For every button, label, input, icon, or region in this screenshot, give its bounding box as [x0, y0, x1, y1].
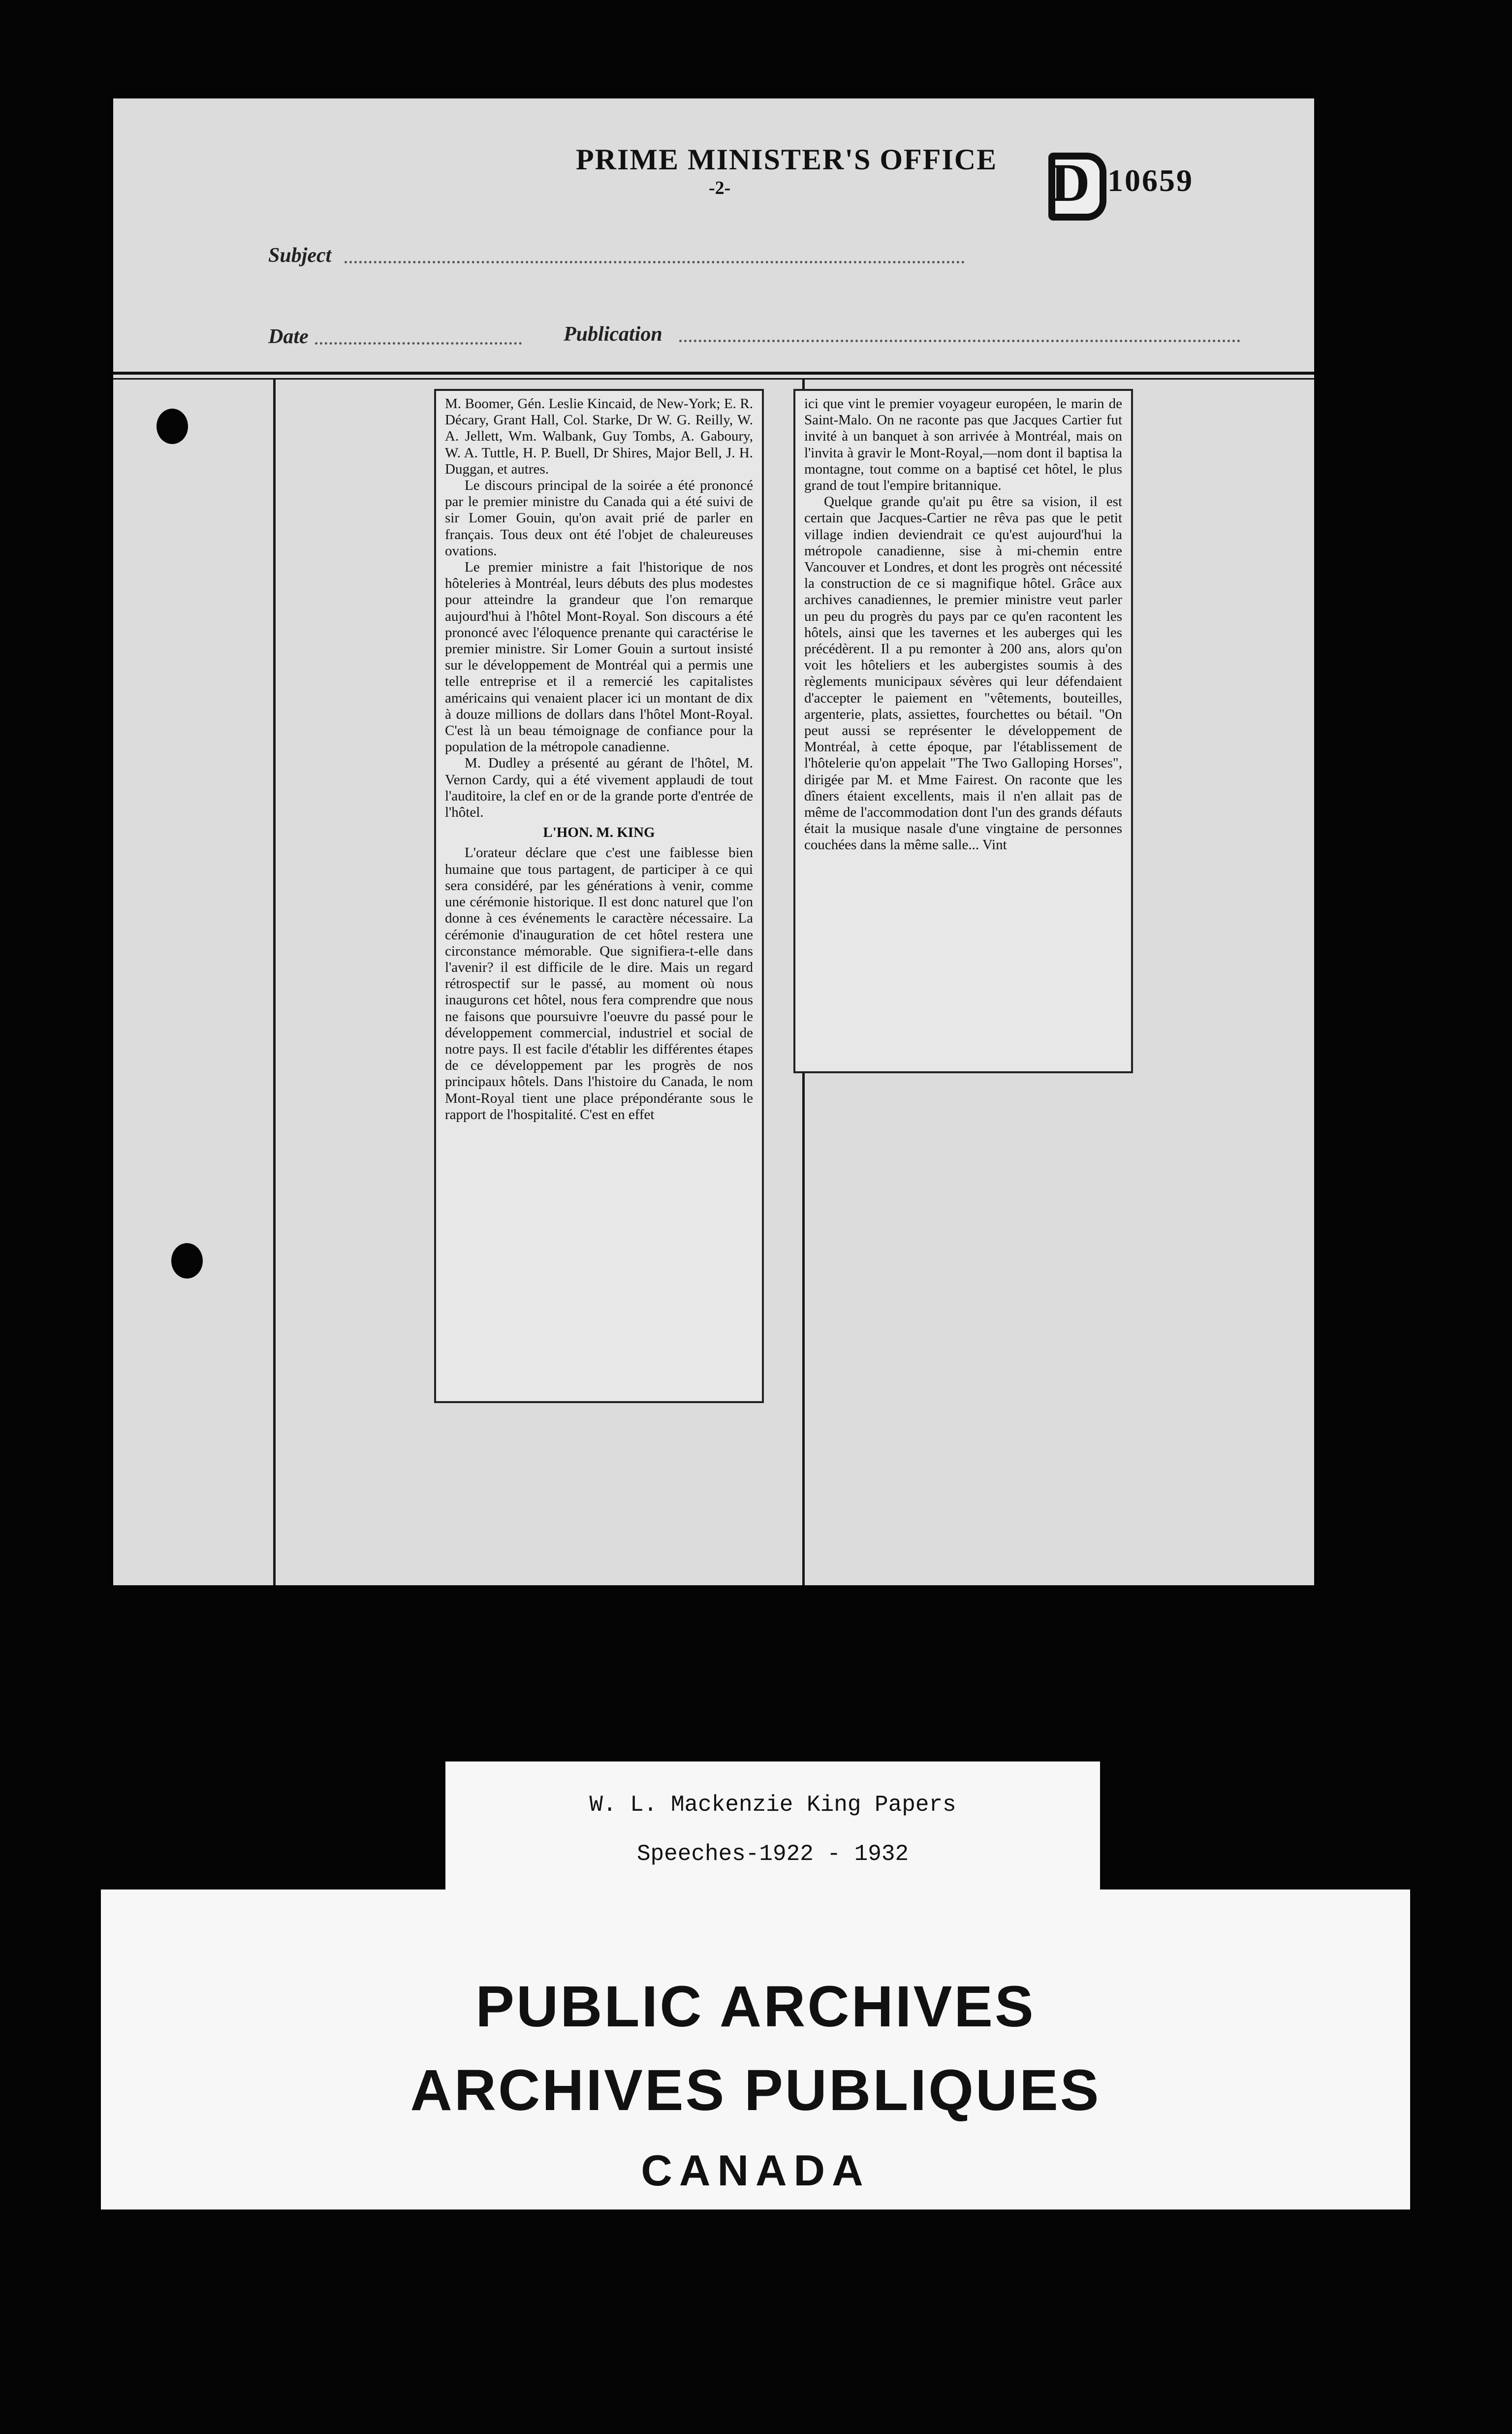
header-rule [113, 372, 1314, 375]
publication-line [679, 340, 1240, 342]
margin-line [273, 380, 276, 1585]
document-number: 10659 [1107, 163, 1194, 198]
document-stamp-letter: D [1051, 153, 1090, 213]
clipping-left-paragraph: L'orateur déclare que c'est une faiblesse bien humaine que tous partagent, de participer à ce qui sera considéré, par les générations à venir, comme une cérémonie historique. Il est donc naturel que l'on donne à ces événements le caractère nécessaire. La cérémonie d'inauguration de cet hôtel restera une circonstance mémorable. Que signifiera-t-elle dans l'avenir? il est difficile de le dire. Mais un regard rétrospectif sur le passé, au moment où nous inaugurons cet hôtel, nous fera comprendre que nous ne faisons que poursuivre l'oeuvre du passé pour le développement commercial, industriel et social de notre pays. Il est facile d'établir les différentes étapes de ce développement par les progrès de nos principaux hôtels. Dans l'histoire du Canada, le nom Mont-Royal tient une place prépondérante sous le rapport de l'hospitalité. C'est en effet [445, 845, 753, 1122]
office-title: PRIME MINISTER'S OFFICE [576, 143, 998, 176]
punch-hole-top [157, 409, 188, 444]
publication-label: Publication [564, 323, 662, 346]
archives-stamp-english: PUBLIC ARCHIVES [475, 1974, 1036, 2039]
collection-label [445, 1761, 1100, 1890]
clipping-left-heading: L'HON. M. KING [543, 825, 655, 841]
news-clipping-right [793, 389, 1133, 1073]
clipping-left-paragraph: M. Boomer, Gén. Leslie Kincaid, de New-York; E. R. Décary, Grant Hall, Col. Starke, Dr W. G. Reilly, W. A. Jellett, Wm. Walbank, Guy Tombs, A. Gaboury, W. A. Tuttle, H. P. Buell, Dr Shires, Major Bell, J. H. Duggan, et autres. [445, 396, 753, 477]
page-number: -2- [709, 178, 731, 198]
news-clipping-left [434, 389, 764, 1403]
header-rule-thin [113, 378, 1314, 380]
archives-stamp-country: CANADA [641, 2146, 870, 2195]
date-label: Date [268, 325, 309, 348]
clipping-right-paragraph: Quelque grande qu'ait pu être sa vision, il est certain que Jacques-Cartier ne rêva pas que le petit village indien deviendrait ce qu'est aujourd'hui la métropole canadienne, sise à mi-chemin entre Vancouver et Londres, et dont les progrès ont nécessité la construction de ce si magnifique hôtel. Grâce aux archives canadiennes, le premier ministre veut parler un peu du progrès du pays par ce qu'en racontent les hôtels, ainsi que les tavernes et les auberges qui les précédèrent. Il a pu remonter à 200 ans, alors qu'on voit les hôteliers et les aubergistes soumis à des règlements municipaux sévères qui leur défendaient d'accepter le paiement en "vêtements, bouteilles, argenterie, plats, assiettes, fourchettes ou bétail. "On peut aussi se représenter le développement de Montréal, à cette époque, par l'établissement de l'hôtelerie qu'on appelait "The Two Galloping Horses", dirigée par M. et Mme Fairest. On raconte que les dîners étaient excellents, mais il n'en allait pas de même de l'accommodation dont l'un des grands défauts était la musique nasale d'une vingtaine de personnes couchées dans la même salle... Vint [804, 494, 1122, 853]
collection-series: Speeches-1922 - 1932 [636, 1841, 909, 1867]
clipping-left-paragraph: Le discours principal de la soirée a été prononcé par le premier ministre du Canada qui a été suivi de sir Lomer Gouin, qu'on avait prié de parler en français. Tous deux ont été l'objet de chaleureuses ovations. [445, 478, 753, 559]
archives-stamp [101, 1890, 1410, 2210]
archives-stamp-french: ARCHIVES PUBLIQUES [410, 2058, 1101, 2123]
document-sheet [113, 98, 1314, 1585]
punch-hole-bottom [171, 1243, 203, 1279]
clipping-left-paragraph: M. Dudley a présenté au gérant de l'hôtel, M. Vernon Cardy, qui a été vivement applaudi de tout l'auditoire, la clef en or de la grande porte d'entrée de l'hôtel. [445, 755, 753, 821]
subject-label: Subject [268, 244, 332, 267]
collection-name: W. L. Mackenzie King Papers [589, 1792, 956, 1818]
clipping-right-paragraph: ici que vint le premier voyageur européen, le marin de Saint-Malo. On ne raconte pas que Jacques Cartier fut invité à un banquet à son arrivée à Montréal, mais on l'invita à gravir le Mont-Royal,—nom dont il baptisa la montagne, tout comme on a baptisé cet hôtel, le plus grand de tout l'empire britannique. [804, 396, 1122, 494]
subject-line [345, 261, 965, 263]
clipping-left-paragraph: Le premier ministre a fait l'historique de nos hôteleries à Montréal, leurs débuts des plus modestes pour atteindre la grandeur que l'on remarque aujourd'hui à l'hôtel Mont-Royal. Son discours a été prononcé avec l'éloquence prenante qui caractérise le premier ministre. Sir Lomer Gouin a surtout insisté sur le développement de Montréal qui a permis une telle entreprise et il a remercié les capitalistes américains qui venaient placer ici un montant de dix à douze millions de dollars dans l'hôtel Mont-Royal. C'est là un beau témoignage de confiance pour la population de la métropole canadienne. [445, 559, 753, 755]
date-line [315, 342, 522, 345]
